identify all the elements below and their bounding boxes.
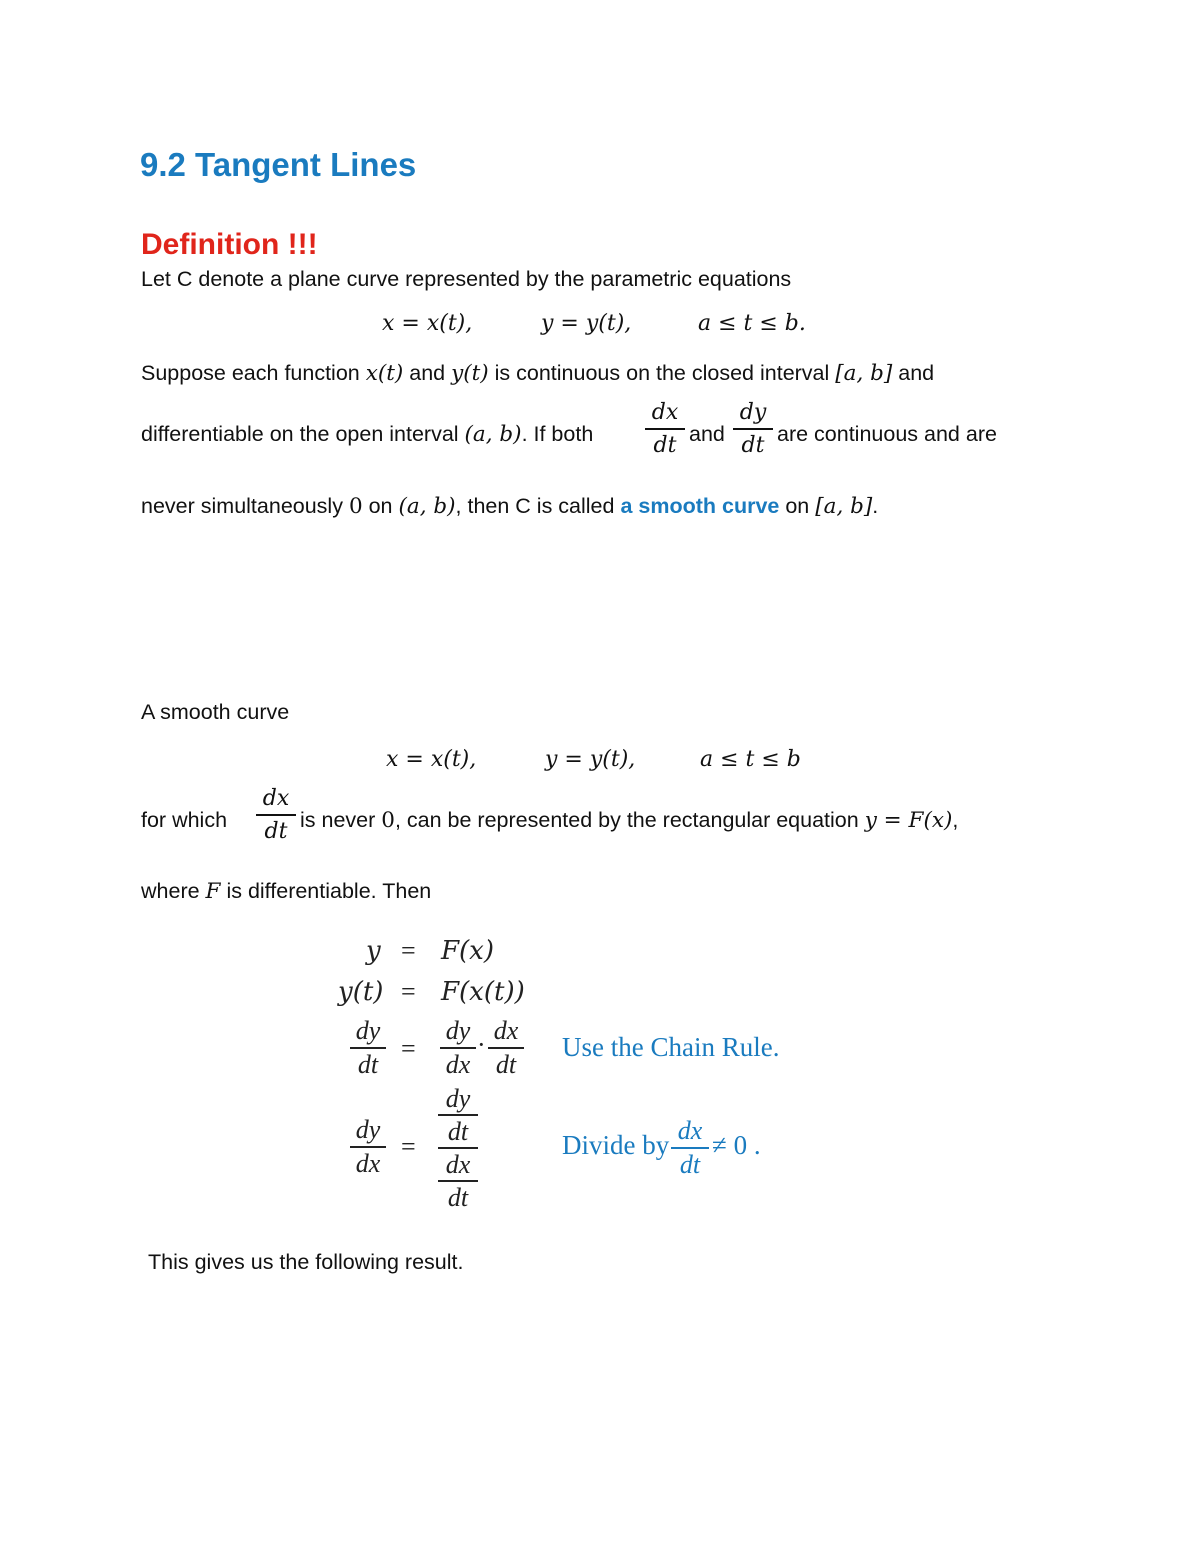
- conclusion-text: This gives us the following result.: [148, 1250, 464, 1274]
- math-xt: x(t): [365, 361, 404, 386]
- fraction-dy-dt: dy dt: [733, 400, 773, 458]
- deriv-row2-rhs: F(x(t)): [441, 977, 525, 1007]
- smooth-eq-y: y = y(t),: [545, 747, 636, 772]
- param-eq-range: a ≤ t ≤ b.: [698, 311, 806, 336]
- text-and: and: [689, 422, 725, 446]
- deriv-row1-rhs: F(x): [441, 936, 494, 966]
- deriv-row4-lhs: dy dx: [350, 1115, 386, 1179]
- smooth-line-1-end: is never 0, can be represented by the rectangular equation y = F(x),: [300, 808, 959, 833]
- math-yt: y(t): [451, 361, 489, 386]
- deriv-row2-eq: =: [401, 977, 416, 1006]
- definition-intro: Let C denote a plane curve represented by the parametric equations: [141, 267, 792, 291]
- fraction-dx-dt-2: dx dt: [256, 786, 296, 844]
- math-closed-interval: [a, b]: [835, 361, 893, 386]
- deriv-row3-r2: dx dt: [488, 1016, 524, 1080]
- definition-heading: Definition !!!: [141, 228, 318, 261]
- divide-note-fraction: dx dt: [671, 1116, 709, 1180]
- smooth-eq-range: a ≤ t ≤ b: [700, 747, 801, 772]
- divide-note-text: Divide by: [562, 1130, 670, 1160]
- section-title: 9.2 Tangent Lines: [140, 146, 417, 183]
- divide-note-neq: ≠ 0 .: [712, 1130, 761, 1160]
- deriv-row3-dot: ·: [477, 1030, 486, 1059]
- smooth-line-2: where F is differentiable. Then: [141, 879, 432, 904]
- smooth-intro: A smooth curve: [141, 700, 290, 724]
- math-open-interval: (a, b): [464, 422, 522, 447]
- definition-line-3: never simultaneously 0 on (a, b), then C is called a smooth curve on [a, b].: [141, 494, 879, 519]
- deriv-row2-lhs: y(t): [338, 977, 384, 1007]
- definition-line-2-start: differentiable on the open interval (a, b). If both: [141, 422, 594, 447]
- deriv-row3-lhs: dy dt: [350, 1016, 386, 1080]
- fraction-dx-dt: dx dt: [645, 400, 685, 458]
- chain-rule-note: Use the Chain Rule.: [562, 1032, 780, 1062]
- param-eq-y: y = y(t),: [541, 311, 632, 336]
- math-rect-eq: y = F(x): [864, 808, 953, 833]
- deriv-row4-compound: dy dt dx dt: [438, 1084, 478, 1212]
- smooth-eq-x: x = x(t),: [386, 747, 477, 772]
- smooth-curve-term: a smooth curve: [620, 494, 780, 518]
- deriv-row1-lhs: y: [366, 936, 381, 966]
- deriv-row4-eq: =: [401, 1132, 416, 1161]
- definition-line-1: Suppose each function x(t) and y(t) is continuous on the closed interval [a, b] and: [141, 361, 935, 386]
- deriv-row3-r1: dy dx: [440, 1016, 476, 1080]
- definition-line-2-end: are continuous and are: [777, 422, 997, 446]
- deriv-row3-eq: =: [401, 1034, 416, 1063]
- param-eq-x: x = x(t),: [382, 311, 473, 336]
- smooth-line-1-start: for which: [141, 808, 228, 832]
- deriv-row1-eq: =: [401, 936, 416, 965]
